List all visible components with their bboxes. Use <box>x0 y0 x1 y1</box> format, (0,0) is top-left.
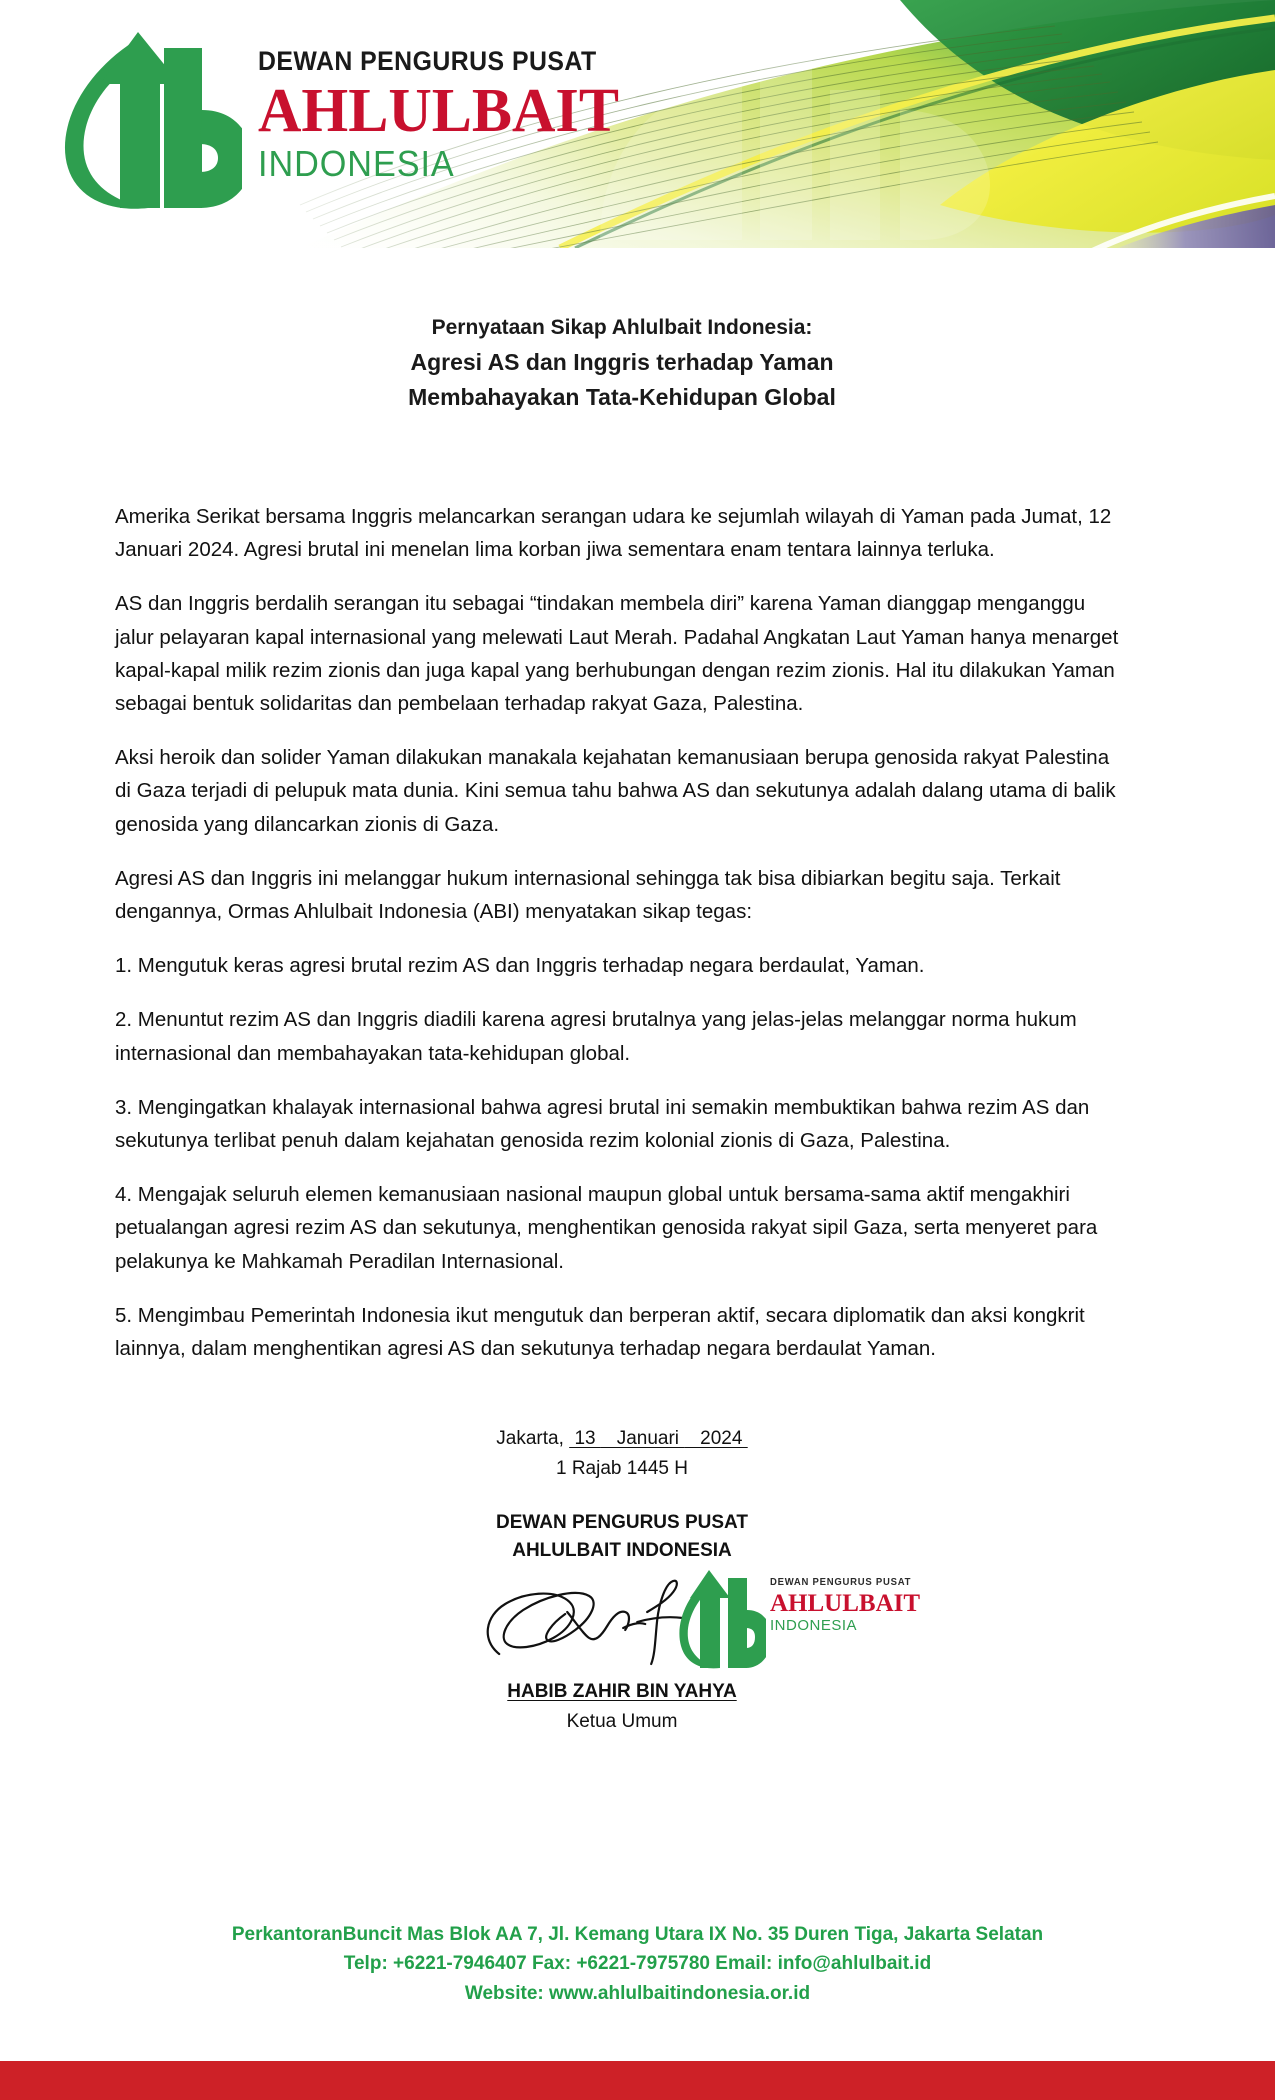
ahlulbait-logo-small-icon <box>674 1568 766 1672</box>
org-line-2: AHLULBAIT INDONESIA <box>512 1539 732 1561</box>
document-body <box>115 500 1129 1386</box>
letterhead-banner <box>0 0 1275 248</box>
title-line-2: Agresi AS dan Inggris terhadap Yaman <box>410 348 834 375</box>
letterhead-wordmark <box>258 46 678 185</box>
demand-item: 3. Mengingatkan khalayak internasional bahwa agresi brutal ini semakin membuktikan bahwa rezim AS dan sekutunya terlibat penuh dalam kejahatan genosida rezim kolonial zionis di Gaza, Palestina. <box>115 1095 1090 1153</box>
footer-contact: Telp: +6221-7946407 Fax: +6221-7975780 Email: info@ahlulbait.id <box>343 1953 932 1975</box>
document-title <box>115 312 1129 416</box>
date-year: 2024 <box>684 1428 748 1449</box>
demand-item: 5. Mengimbau Pemerintah Indonesia ikut mengutuk dan berperan aktif, secara diplomatik dan aksi kongkrit lainnya, dalam menghentikan agresi AS dan sekutunya terhadap negara berdaulat Yaman. <box>115 1303 1085 1361</box>
footer-red-bar <box>0 2061 1275 2100</box>
hijri-date: 1 Rajab 1445 H <box>555 1457 689 1479</box>
stamp-logo <box>674 1568 924 1678</box>
body-paragraph: AS dan Inggris berdalih serangan itu sebagai “tindakan membela diri” karena Yaman dianggap menganggu jalur pelayaran kapal internasional yang melewati Laut Merah. Padahal Angkatan Laut Yaman hanya menarget kapal-kapal milik rezim zionis dan juga kapal yang berhubungan dengan rezim zionis. Hal itu dilakukan Yaman sebagai bentuk solidaritas dan pembelaan terhadap rakyat Gaza, Palestina. <box>115 592 1119 716</box>
signer-name: HABIB ZAHIR BIN YAHYA <box>507 1681 737 1703</box>
footer-address: PerkantoranBuncit Mas Blok AA 7, Jl. Kemang Utara IX No. 35 Duren Tiga, Jakarta Selatan <box>231 1924 1044 1945</box>
demand-item: 2. Menuntut rezim AS dan Inggris diadili karena agresi brutalnya yang jelas-jelas melanggar norma hukum internasional dan membahayakan tata-kehidupan global. <box>115 1008 1077 1065</box>
date-month: Januari <box>600 1428 685 1449</box>
date-line <box>115 1425 1129 1454</box>
signing-organization <box>115 1509 1129 1564</box>
date-city: Jakarta, <box>496 1428 570 1449</box>
signature-area <box>115 1570 1129 1678</box>
stamp-wordmark <box>770 1578 920 1633</box>
body-paragraph: Amerika Serikat bersama Inggris melancarkan serangan udara ke sejumlah wilayah di Yaman pada Jumat, 12 Januari 2024. Agresi brutal ini menelan lima korban jiwa sementara enam tentara lainnya terluka. <box>115 505 1112 562</box>
document-footer <box>0 1920 1275 2008</box>
demand-item: 4. Mengajak seluruh elemen kemanusiaan nasional maupun global untuk bersama-sama aktif mengakhiri petualangan agresi rezim AS dan sekutunya, menghentikan genosida rakyat sipil Gaza, serta menyeret para pelakunya ke Mahkamah Peradilan Internasional. <box>115 1183 1098 1273</box>
body-paragraph: Aksi heroik dan solider Yaman dilakukan manakala kejahatan kemanusiaan berupa genosida rakyat Palestina di Gaza terjadi di pelupuk mata dunia. Kini semua tahu bahwa AS dan sekutunya adalah dalang utama di balik genosida yang dilancarkan zionis di Gaza. <box>115 746 1116 836</box>
stamp-line-indonesia: INDONESIA <box>770 1617 858 1635</box>
date-day: 13 <box>569 1428 601 1449</box>
signer-role: Ketua Umum <box>566 1710 678 1732</box>
org-line-1: DEWAN PENGURUS PUSAT <box>496 1512 748 1533</box>
demand-item: 1. Mengutuk keras agresi brutal rezim AS dan Inggris terhadap negara berdaulat, Yaman. <box>115 954 925 978</box>
body-paragraph: Agresi AS dan Inggris ini melanggar hukum internasional sehingga tak bisa dibiarkan begitu saja. Terkait dengannya, Ormas Ahlulbait Indonesia (ABI) menyatakan sikap tegas: <box>115 866 1061 924</box>
title-line-1: Pernyataan Sikap Ahlulbait Indonesia: <box>431 316 813 339</box>
letterhead-line-ahlulbait: AHLULBAIT <box>258 77 619 145</box>
letterhead-line-dewan: DEWAN PENGURUS PUSAT <box>258 46 597 76</box>
stamp-line-dewan: DEWAN PENGURUS PUSAT <box>770 1577 912 1589</box>
signature-block <box>115 1425 1129 1736</box>
letterhead-line-indonesia: INDONESIA <box>258 143 455 185</box>
footer-website: Website: www.ahlulbaitindonesia.or.id <box>464 1982 811 2004</box>
stamp-line-ahlulbait: AHLULBAIT <box>770 1590 921 1618</box>
title-line-3: Membahayakan Tata-Kehidupan Global <box>408 384 836 411</box>
ahlulbait-logo-icon <box>52 26 242 216</box>
